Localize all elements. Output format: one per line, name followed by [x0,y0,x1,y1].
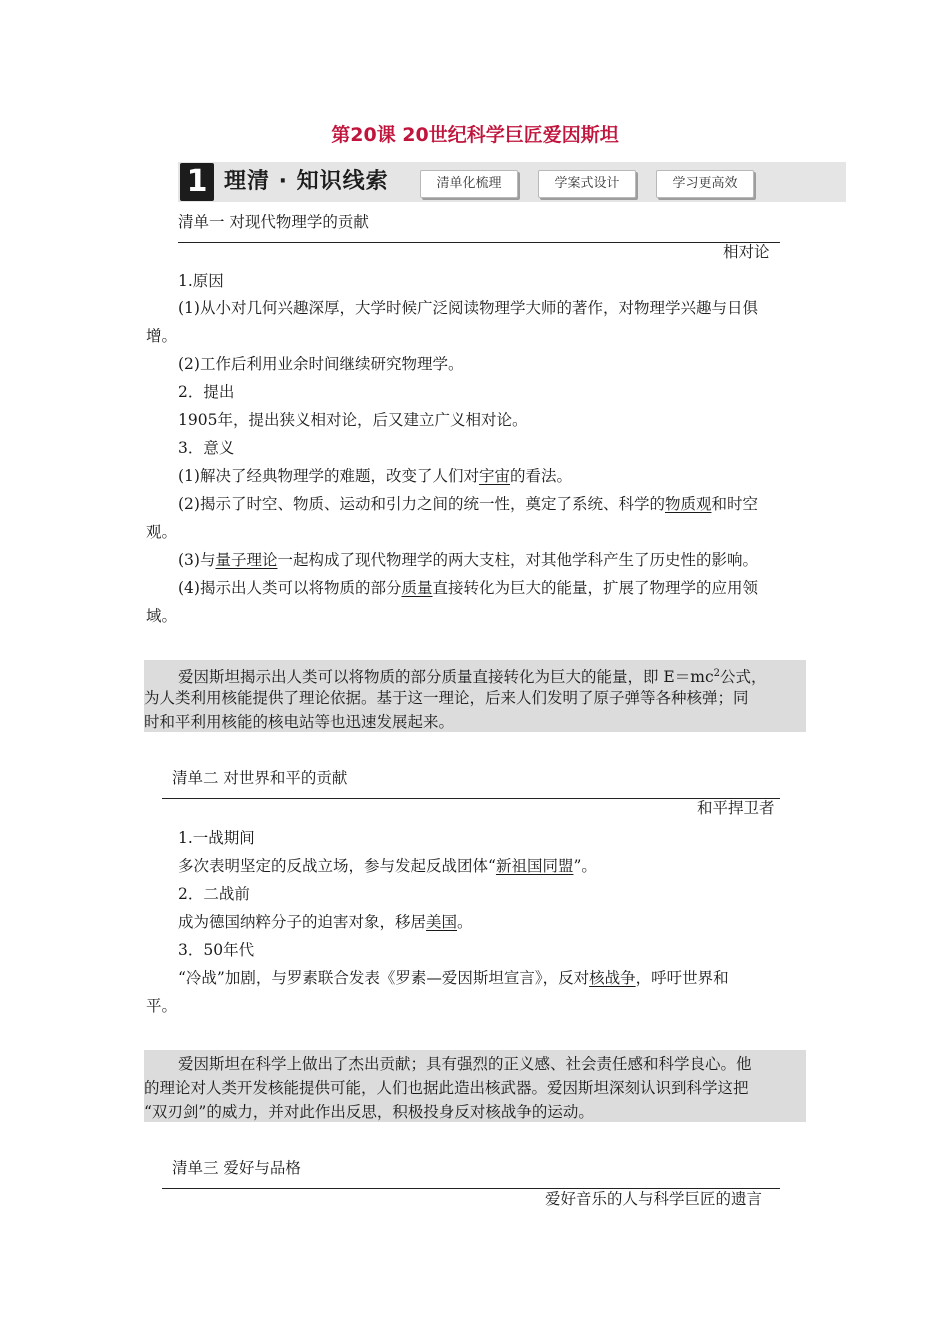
s1-significance-2-line2: 观。 [146,523,178,541]
s1-proposal-text: 1905年，提出狭义相对论，后又建立广义相对论。 [178,411,528,429]
section2-rule [162,798,780,799]
keyword-mass: 质量 [401,579,433,597]
text: “冷战”加剧，与罗素联合发表《罗素—爱因斯坦宣言》，反对 [178,969,590,987]
s1-significance-2-line1 [178,494,758,514]
text: ”。 [573,857,597,875]
text: 。 [457,913,473,931]
section2-topic: 和平捍卫者 [697,799,775,817]
text: (1)解决了经典物理学的难题，改变了人们对 [178,467,479,485]
badge-number: 1 [186,164,208,199]
s2-heading-1950s: 3．50年代 [178,941,255,959]
note2-line2: 的理论对人类开发核能提供可能，人们也据此造出核武器。爱因斯坦深刻认识到科学这把 [144,1079,749,1097]
text: 公式， [720,668,767,686]
section1-topic: 相对论 [723,243,770,261]
text: 多次表明坚定的反战立场，参与发起反战团体“ [178,857,496,875]
text: (3)与 [178,551,216,569]
s1-significance-1 [178,466,572,486]
tab-case-design[interactable]: 学案式设计 [538,170,636,198]
text: (2)揭示了时空、物质、运动和引力之间的统一性，奠定了系统、科学的 [178,495,665,513]
text: 直接转化为巨大的能量，扩展了物理学的应用领 [432,579,758,597]
text: 爱因斯坦揭示出人类可以将物质的部分质量直接转化为巨大的能量，即 E＝mc [178,668,714,686]
s2-1950s-text-line1 [178,968,729,988]
s1-significance-4-line1 [178,578,758,598]
text: 和时空 [711,495,758,513]
s1-cause-1-line1: (1)从小对几何兴趣深厚，大学时候广泛阅读物理学大师的著作，对物理学兴趣与日俱 [178,299,758,317]
s1-cause-2: (2)工作后利用业余时间继续研究物理学。 [178,355,464,373]
section1-heading: 清单一 对现代物理学的贡献 [178,213,369,231]
note1-line3: 时和平利用核能的核电站等也迅速发展起来。 [144,713,455,731]
text: (4)揭示出人类可以将物质的部分 [178,579,402,597]
note2-line1: 爱因斯坦在科学上做出了杰出贡献；具有强烈的正义感、社会责任感和科学良心。他 [178,1055,752,1073]
keyword-quantum-theory: 量子理论 [215,551,278,569]
s1-heading-proposal: 2．提出 [178,383,235,401]
section2-heading: 清单二 对世界和平的贡献 [172,769,348,787]
s1-cause-1-line2: 增。 [146,327,178,345]
text: ，呼吁世界和 [635,969,729,987]
s2-heading-ww1: 1.一战期间 [178,829,255,847]
s2-heading-pre-ww2: 2．二战前 [178,885,250,903]
section-number-badge [180,163,214,201]
note-box-1 [144,660,806,732]
keyword-nuclear-war: 核战争 [589,969,636,987]
keyword-view-of-matter: 物质观 [664,495,712,513]
keyword-new-fatherland-league: 新祖国同盟 [495,857,574,875]
s2-1950s-text-line2: 平。 [146,997,178,1015]
note-box-2 [144,1050,806,1122]
banner-heading: 理清 · 知识线索 [224,169,389,194]
keyword-usa: 美国 [426,913,458,931]
text: 成为德国纳粹分子的迫害对象，移居 [178,913,427,931]
superscript: 2 [713,668,720,679]
s1-significance-3 [178,550,758,570]
s2-ww1-text [178,856,597,876]
note1-line1 [178,664,767,687]
section1-rule [178,242,780,243]
s1-heading-cause: 1.原因 [178,272,224,290]
page-title: 第20课 20世纪科学巨匠爱因斯坦 [331,124,619,146]
section3-topic: 爱好音乐的人与科学巨匠的遗言 [545,1190,763,1208]
note1-line2: 为人类利用核能提供了理论依据。基于这一理论，后来人们发明了原子弹等各种核弹；同 [144,689,749,707]
tab-list-sorting[interactable]: 清单化梳理 [420,170,518,198]
text: 的看法。 [509,467,572,485]
keyword-universe: 宇宙 [478,467,510,485]
text: 一起构成了现代物理学的两大支柱，对其他学科产生了历史性的影响。 [277,551,758,569]
s1-heading-significance: 3．意义 [178,439,235,457]
note2-line3: “双刃剑”的威力，并对此作出反思，积极投身反对核战争的运动。 [144,1103,594,1121]
s1-significance-4-line2: 域。 [146,607,178,625]
tab-efficient-learning[interactable]: 学习更高效 [656,170,754,198]
section3-heading: 清单三 爱好与品格 [172,1159,301,1177]
s2-pre-ww2-text [178,912,473,932]
